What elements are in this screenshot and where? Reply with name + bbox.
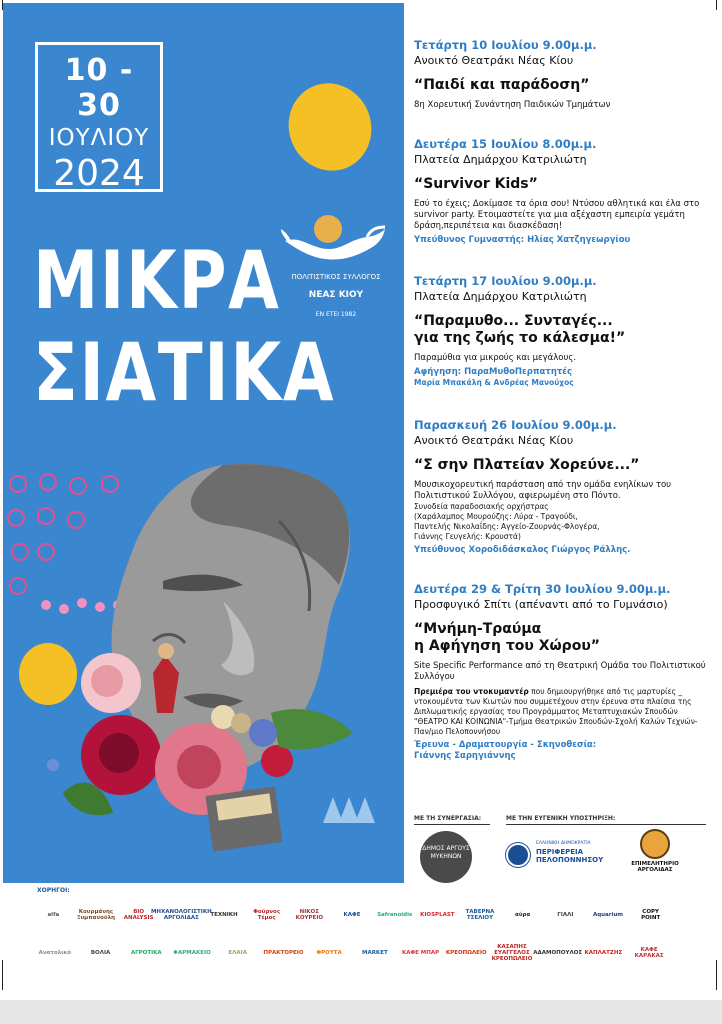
date-month: ΙΟΥΛΙΟΥ	[48, 125, 150, 151]
event-desc: Παραμύθια για μικρούς και μεγάλους.	[414, 353, 577, 363]
sponsor-logo: Ανατολικό	[38, 950, 72, 956]
orchestra-line: Γιάννης Γευγελής: Κρουστά)	[414, 532, 521, 541]
collab-label: ΜΕ ΤΗ ΣΥΝΕΡΓΑΣΙΑ:	[414, 815, 482, 822]
event-title: “Survivor Kids”	[414, 176, 538, 192]
sponsor-logo: BIO ANALYSIS	[123, 909, 154, 921]
event-place: Ανοικτό Θεατράκι Νέας Κίου	[414, 434, 574, 447]
orchestra-line: Παντελής Νικολαΐδης: Αγγείο-Ζουρνάς-Φλογέρα,	[414, 522, 600, 531]
sponsor-logo: ΚΑΣΑΠΗΣ ΕΥΑΓΓΕΛΟΣ ΚΡΕΟΠΩΛΕΙΟ	[491, 944, 533, 962]
date-box	[35, 42, 163, 192]
event-desc: Εσύ το έχεις; Δοκίμασε τα όρια σου! Ντύσου αθλητικά και έλα στο survivor party. Ετοιμαστείτε για μια αξέχαστη εμπειρία γεμάτη δράση,περιπέτεια και διασκέδαση!	[414, 199, 700, 231]
event-1	[414, 38, 714, 111]
sponsor-logo: ΑΔΑΜΟΠΟΥΛΟΣ	[533, 950, 583, 956]
bottom-strip	[0, 1000, 722, 1024]
sponsor-logo: ΚΑΠΛΑΤΖΗΣ	[584, 950, 623, 956]
event-date: Παρασκευή 26 Ιουλίου 9.00μ.μ.	[414, 418, 617, 432]
event-credit: Έρευνα - Δραματουργία - Σκηνοθεσία:	[414, 740, 597, 750]
sponsor-logo: ΕΛΑΙΑ	[228, 950, 247, 956]
crop-mark	[2, 0, 3, 10]
event-desc: 8η Χορευτική Συνάντηση Παιδικών Τμημάτων	[414, 100, 611, 110]
epimelitirio-logo	[626, 829, 684, 887]
crop-mark	[716, 960, 717, 990]
sponsor-logo: Κουρμάνης Ξυμπανούλη	[76, 909, 115, 921]
event-credit: Υπεύθυνος Γυμναστής: Ηλίας Χατζηγεωργίου	[414, 235, 631, 245]
dimos-argous-logo: ΔΗΜΟΣ ΑΡΓΟΥΣ ΜΥΚΗΝΩΝ	[420, 831, 472, 883]
sponsor-logo: Aquarium	[592, 912, 624, 918]
event-3	[414, 274, 714, 387]
sponsor-logo: ΤΑΒΕΡΝΑ ΤΣΕΛΙΟΥ	[465, 909, 495, 921]
sponsor-logo: ΚΡΕΟΠΩΛΕΙΟ	[445, 950, 487, 956]
sponsor-logo: alfa	[47, 912, 60, 918]
premiere-rest: που δημιουργήθηκε από τις μαρτυρίες _ ντοκουμέντα των Κιωτών που συμμετέχουν στην έρευνα στα πλαίσια της Διπλωματικής εργασίας του Προγράμματος Μεταπτυχιακών Σπουδών "ΘΕΑΤΡΟ ΚΑΙ ΚΟΙΝΩΝΙΑ"-Τμήμα Θεατρικών Σπουδών-Σχολή Καλών Τεχνών-Παν/μιο Πελοποννήσου	[414, 687, 698, 736]
poster-title-line2: ΣΙΑΤΙΚΑ	[33, 326, 336, 419]
event-title-line2: για της ζωής το κάλεσμα!”	[414, 330, 626, 346]
sponsor-logo: ΤΕΧΝΙΚΗ	[210, 912, 238, 918]
sponsor-logo: MARKET	[361, 950, 388, 956]
event-place: Ανοικτό Θεατράκι Νέας Κίου	[414, 54, 574, 67]
perifereia-small: ΕΛΛΗΝΙΚΗ ΔΗΜΟΚΡΑΤΙΑ	[536, 841, 591, 846]
premiere-bold: Πρεμιέρα του ντοκυμαντέρ	[414, 687, 529, 696]
divider	[506, 824, 706, 825]
collaboration-section	[414, 815, 714, 885]
event-credit: Αφήγηση: ΠαραΜυθοΠερπατητές	[414, 367, 573, 377]
poster-title-line1: ΜΙΚΡΑ	[33, 234, 281, 327]
org-name-line2: ΝΕΑΣ ΚΙΟΥ	[308, 290, 364, 300]
sponsor-logo: ΒΟΛΙΑ	[90, 950, 111, 956]
event-date: Δευτέρα 29 & Τρίτη 30 Ιουλίου 9.00μ.μ.	[414, 582, 671, 596]
yellow-blob-decoration	[276, 72, 383, 183]
triangles-decoration	[323, 783, 383, 823]
orchestra-line: Συνοδεία παραδοσιακής ορχήστρας	[414, 502, 549, 511]
event-2	[414, 137, 714, 245]
event-credit: Υπεύθυνος Χοροδιδάσκαλος Γιώργος Ράλλης.	[414, 545, 631, 555]
divider	[414, 824, 490, 825]
event-credit-names: Μαρία Μπακάλη & Ανδρέας Μανούχος	[414, 378, 574, 387]
event-date: Τετάρτη 17 Ιουλίου 9.00μ.μ.	[414, 274, 597, 288]
event-place: Πλατεία Δημάρχου Κατριλιώτη	[414, 290, 587, 303]
crop-mark	[716, 0, 717, 10]
sponsors-label: ΧΟΡΗΓΟΙ:	[37, 887, 70, 894]
sponsor-logo: ΜΗΧΑΝΟΛΟΓΙΣΤΙΚΗ ΑΡΓΟΛΙΔΑΣ	[150, 909, 212, 921]
sponsor-logo: ΝΙΚΟΣ ΚΟΥΡΕΙΟ	[295, 909, 324, 921]
greek-emblem-icon	[506, 843, 530, 867]
event-date: Τετάρτη 10 Ιουλίου 9.00μ.μ.	[414, 38, 597, 52]
perifereia-name: ΠΕΡΙΦΕΡΕΙΑ ΠΕΛΟΠΟΝΝΗΣΟΥ	[536, 848, 604, 864]
sponsor-logo: ΚΑΦΕ ΚΑΡΑΚΑΣ	[634, 947, 664, 959]
event-date: Δευτέρα 15 Ιουλίου 8.00μ.μ.	[414, 137, 597, 151]
event-desc: Site Specific Performance από τη Θεατρική Ομάδα του Πολιτιστικού Συλλόγου	[414, 661, 706, 682]
date-range: 10 - 30	[64, 53, 134, 123]
sponsor-logo: KIOSPLAST	[420, 912, 455, 918]
sponsor-logo: ΓΙΑΛΙ	[557, 912, 574, 918]
sponsor-logo: ΚΑΦΕ	[343, 912, 361, 918]
event-title: “Παιδί και παράδοση”	[414, 77, 590, 93]
event-desc: Μουσικοχορευτική παράσταση από την ομάδα ενηλίκων του Πολιτιστικού Συλλόγου, αφιερωμένη στο Πόντο.	[414, 480, 672, 501]
event-place: Πλατεία Δημάρχου Κατριλιώτη	[414, 153, 587, 166]
association-logo	[281, 211, 391, 331]
sponsor-logo: ΑΓΡΟΤΙΚΑ	[130, 950, 162, 956]
event-5	[414, 582, 714, 761]
sponsor-logo: Safranoidis	[377, 912, 413, 918]
support-label: ΜΕ ΤΗΝ ΕΥΓΕΝΙΚΗ ΥΠΟΣΤΗΡΙΞΗ:	[506, 815, 616, 822]
event-title: “Σ σην Πλατείαν Χορεύνε...”	[414, 457, 640, 473]
seal-icon	[640, 829, 670, 859]
org-name-line1: ΠΟΛΙΤΙΣΤΙΚΟΣ ΣΥΛΛΟΓΟΣ	[291, 273, 381, 281]
premiere-text	[414, 687, 714, 737]
event-title-line1: “Παραμυθο... Συνταγές...	[414, 313, 613, 329]
mermaid-icon	[281, 219, 391, 269]
date-year: 2024	[53, 153, 145, 194]
sponsors-section	[3, 883, 719, 995]
sponsor-logo: αύρα	[515, 912, 531, 918]
event-credit-name: Γιάννης Σαρηγιάννης	[414, 751, 516, 761]
epimelitirio-name: ΕΠΙΜΕΛΗΤΗΡΙΟ ΑΡΓΟΛΙΔΑΣ	[631, 861, 679, 873]
org-since: ΕΝ ΕΤΕΙ 1982	[315, 311, 357, 318]
sponsor-logo: ΦΑΡΜΑΚΕΙΟ	[173, 950, 211, 956]
event-title-line1: “Μνήμη-Τραύμα	[414, 621, 542, 637]
crop-mark	[2, 960, 3, 990]
sponsor-logo: COPY POINT	[641, 909, 661, 921]
perifereia-logo	[506, 841, 626, 871]
sponsor-logo: ΚΑΦΕ ΜΠΑΡ	[401, 950, 440, 956]
flowers-illustration	[33, 643, 363, 873]
sponsor-logo: ΠΡΑΚΤΟΡΕΙΟ	[263, 950, 304, 956]
sponsor-logo: ΦΡΟΥΤΑ	[316, 950, 342, 956]
orchestra-line: (Χαράλαμπος Μουρούζης: Λύρα - Τραγούδι,	[414, 512, 578, 521]
event-place: Προσφυγικό Σπίτι (απέναντι από το Γυμνάσιο)	[414, 598, 668, 611]
event-title-line2: η Αφήγηση του Χώρου”	[414, 638, 600, 654]
poster-art-panel	[3, 3, 404, 883]
sponsor-logo: Φούρνος Τέμος	[253, 909, 281, 921]
event-4	[414, 418, 714, 555]
